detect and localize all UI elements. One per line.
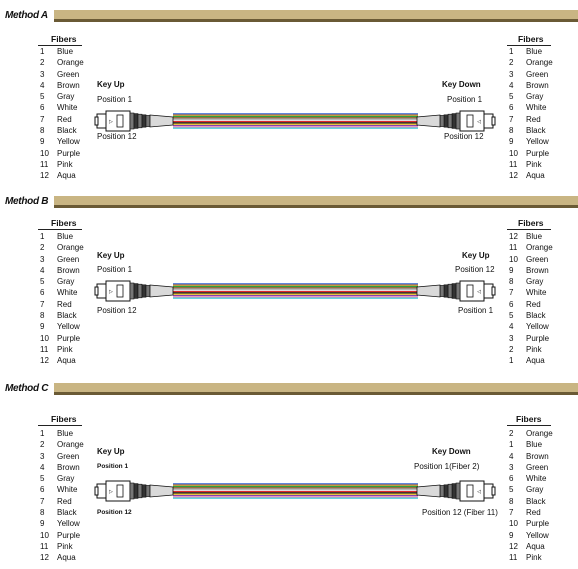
fiber-color-name: Brown — [57, 462, 80, 472]
fiber-color-name: White — [526, 288, 547, 298]
right-mpo-connector — [417, 281, 495, 301]
fiber-number: 2 — [40, 58, 45, 68]
fiber-color-name: Pink — [57, 344, 73, 354]
fiber-number: 6 — [509, 474, 514, 484]
fiber-number: 5 — [509, 311, 514, 321]
fiber-color-name: Blue — [526, 440, 543, 450]
fiber-list-item — [509, 125, 553, 136]
fiber-color-name: Orange — [57, 440, 84, 450]
fiber-list-item — [509, 473, 553, 484]
fiber-color-name: Black — [526, 496, 546, 506]
fiber-number: 7 — [509, 114, 514, 124]
fiber-number: 10 — [40, 148, 49, 158]
fiber-list-item — [509, 276, 553, 287]
fiber-color-name: Yellow — [57, 137, 80, 147]
fiber-list-item — [40, 355, 84, 366]
fiber-color-name: Yellow — [57, 519, 80, 529]
fiber-number: 9 — [509, 265, 514, 275]
fiber-list-item — [40, 265, 84, 276]
right-position-top-label: Position 12 — [455, 265, 495, 274]
fiber-number: 7 — [40, 114, 45, 124]
method-section — [0, 379, 578, 563]
fiber-list-item — [509, 484, 553, 495]
fiber-list-item — [40, 451, 84, 462]
fiber-list-item — [509, 242, 553, 253]
fiber-color-name: Black — [57, 311, 77, 321]
fiber-list-item — [509, 254, 553, 265]
fiber-number: 11 — [40, 541, 49, 551]
fiber-list-item — [509, 80, 553, 91]
fiber-number: 8 — [509, 126, 514, 136]
fiber-number: 10 — [509, 254, 518, 264]
fiber-number: 7 — [40, 299, 45, 309]
fiber-list-item — [40, 80, 84, 91]
fiber-number: 1 — [509, 47, 514, 56]
fiber-number: 10 — [509, 519, 518, 529]
fiber-color-name: Brown — [57, 80, 80, 90]
fiber-color-name: White — [57, 103, 78, 113]
fiber-list-item — [509, 159, 553, 170]
fiber-list-item — [40, 428, 84, 439]
fiber-number: 3 — [509, 462, 514, 472]
fiber-number: 5 — [40, 474, 45, 484]
fiber-color-name: Gray — [57, 474, 75, 484]
fiber-color-name: Orange — [57, 243, 84, 253]
fiber-list-item — [509, 552, 553, 563]
fiber-color-name: Red — [526, 114, 541, 124]
fiber-number: 2 — [40, 440, 45, 450]
fiber-number: 8 — [509, 277, 514, 287]
right-mpo-connector — [417, 111, 495, 131]
fiber-number: 11 — [509, 243, 518, 253]
fiber-list-item — [509, 69, 553, 80]
fiber-list-item — [40, 496, 84, 507]
fiber-color-name: Yellow — [526, 530, 549, 540]
fiber-list-item — [509, 114, 553, 125]
fiber-color-name: Brown — [57, 265, 80, 275]
left-fibers-title: Fibers — [51, 218, 77, 228]
right-fiber-list — [509, 428, 553, 564]
fiber-number: 4 — [509, 451, 514, 461]
fiber-number: 12 — [509, 232, 518, 241]
fiber-number: 9 — [40, 137, 45, 147]
fiber-color-name: Gray — [57, 277, 75, 287]
fiber-list-item — [509, 428, 553, 439]
method-section — [0, 6, 578, 186]
fiber-number: 12 — [40, 171, 49, 181]
fiber-list-item — [40, 507, 84, 518]
fiber-number: 11 — [40, 159, 49, 169]
right-position-top-label: Position 1 — [447, 95, 483, 104]
right-fibers-rule — [507, 425, 551, 426]
fiber-color-name: Blue — [526, 232, 543, 241]
fiber-color-name: Brown — [526, 80, 549, 90]
fiber-color-name: Yellow — [57, 322, 80, 332]
fiber-number: 3 — [509, 69, 514, 79]
right-fibers-title: Fibers — [518, 218, 544, 228]
fiber-color-name: White — [526, 474, 547, 484]
fiber-list-item — [509, 287, 553, 298]
fiber-number: 3 — [509, 333, 514, 343]
fiber-list-item — [509, 541, 553, 552]
fiber-number: 6 — [40, 485, 45, 495]
fiber-color-name: Red — [57, 496, 72, 506]
fiber-color-name: Gray — [526, 92, 544, 102]
fiber-number: 8 — [509, 496, 514, 506]
right-position-bottom-label: Position 12 (Fiber 11) — [422, 508, 498, 517]
fiber-color-name: Purple — [57, 333, 81, 343]
fiber-cable-diagram — [95, 271, 495, 311]
right-position-top-label: Position 1(Fiber 2) — [414, 462, 480, 471]
svg-text:▷: ▷ — [477, 289, 481, 295]
fiber-number: 5 — [40, 277, 45, 287]
right-position-bottom-label: Position 1 — [458, 306, 494, 315]
fiber-number: 3 — [40, 254, 45, 264]
fiber-number: 4 — [40, 462, 45, 472]
fiber-list-item — [509, 333, 553, 344]
svg-text:▷: ▷ — [477, 489, 481, 495]
fiber-number: 8 — [40, 508, 45, 518]
fiber-list-item — [40, 530, 84, 541]
svg-text:▷: ▷ — [109, 119, 113, 125]
fiber-color-name: Yellow — [526, 322, 549, 332]
fiber-number: 6 — [509, 299, 514, 309]
fiber-list-item — [40, 439, 84, 450]
fiber-list-item — [40, 148, 84, 159]
fiber-number: 7 — [509, 288, 514, 298]
right-key-label: Key Down — [432, 447, 471, 456]
fiber-number: 11 — [509, 159, 518, 169]
fiber-list-item — [509, 170, 553, 181]
fiber-color-name: Gray — [526, 277, 544, 287]
fiber-color-name: Black — [57, 126, 77, 136]
left-fiber-list — [40, 231, 84, 367]
left-key-label: Key Up — [97, 80, 125, 89]
fiber-color-name: Yellow — [526, 137, 549, 147]
fiber-list-item — [40, 344, 84, 355]
fiber-list-item — [509, 321, 553, 332]
fiber-number: 12 — [40, 553, 49, 563]
fiber-list-item — [40, 541, 84, 552]
fiber-color-name: Pink — [57, 159, 73, 169]
fiber-number: 9 — [509, 137, 514, 147]
section-header — [0, 192, 578, 211]
fiber-list-item — [509, 439, 553, 450]
fiber-color-name: Green — [526, 69, 549, 79]
section-title: Method C — [0, 382, 54, 395]
fiber-number: 12 — [509, 171, 518, 181]
fiber-list-item — [40, 321, 84, 332]
left-mpo-connector — [95, 111, 173, 131]
svg-text:▷: ▷ — [477, 119, 481, 125]
left-fibers-title: Fibers — [51, 34, 77, 44]
fiber-color-name: Aqua — [57, 553, 76, 563]
fiber-number: 6 — [40, 103, 45, 113]
fiber-color-name: Orange — [526, 243, 553, 253]
fiber-color-name: Aqua — [57, 356, 76, 366]
fiber-number: 7 — [40, 496, 45, 506]
fiber-list-item — [509, 102, 553, 113]
fiber-number: 12 — [40, 356, 49, 366]
fiber-list-item — [509, 310, 553, 321]
header-bar-shadow — [0, 392, 578, 395]
left-fiber-list — [40, 428, 84, 564]
fiber-color-name: Aqua — [526, 541, 545, 551]
fiber-color-name: Pink — [526, 344, 542, 354]
left-position-bottom-label: Position 12 — [97, 509, 132, 516]
fiber-number: 6 — [509, 103, 514, 113]
fiber-number: 12 — [509, 541, 518, 551]
left-fibers-title: Fibers — [51, 414, 77, 424]
right-fibers-title: Fibers — [518, 34, 544, 44]
section-title: Method B — [0, 195, 54, 208]
fiber-color-name: Black — [526, 311, 546, 321]
fiber-color-name: Brown — [526, 451, 549, 461]
right-position-bottom-label: Position 12 — [444, 132, 484, 141]
left-position-top-label: Position 1 — [97, 95, 133, 104]
section-title: Method A — [0, 9, 54, 22]
fiber-list-item — [40, 287, 84, 298]
left-fiber-list — [40, 46, 84, 182]
fiber-color-name: Blue — [57, 232, 74, 241]
fiber-list-item — [40, 276, 84, 287]
fiber-color-name: Green — [526, 254, 549, 264]
fiber-color-name: Gray — [526, 485, 544, 495]
fiber-color-name: Aqua — [526, 356, 545, 366]
header-bar-shadow — [0, 205, 578, 208]
right-key-label: Key Down — [442, 80, 481, 89]
fiber-list-item — [509, 496, 553, 507]
fiber-color-name: Green — [57, 254, 80, 264]
fiber-list-item — [509, 530, 553, 541]
left-mpo-connector — [95, 281, 173, 301]
fiber-list-item — [509, 451, 553, 462]
fiber-list-item — [40, 46, 84, 57]
fiber-list-item — [40, 333, 84, 344]
section-header — [0, 379, 578, 398]
right-key-label: Key Up — [462, 251, 490, 260]
fiber-number: 2 — [509, 344, 514, 354]
right-fiber-list — [509, 46, 553, 182]
fiber-number: 4 — [509, 80, 514, 90]
fiber-list-item — [40, 102, 84, 113]
fiber-list-item — [40, 484, 84, 495]
fiber-color-name: Pink — [57, 541, 73, 551]
fiber-list-item — [40, 69, 84, 80]
fiber-color-name: Purple — [526, 519, 550, 529]
fiber-color-name: Orange — [526, 429, 553, 438]
fiber-color-name: Purple — [57, 148, 81, 158]
fiber-number: 8 — [40, 126, 45, 136]
fiber-list-item — [40, 125, 84, 136]
fiber-list-item — [40, 159, 84, 170]
left-fibers-rule — [38, 425, 82, 426]
fiber-number: 1 — [40, 429, 45, 438]
method-section — [0, 192, 578, 372]
fiber-color-name: Purple — [526, 333, 550, 343]
fiber-list-item — [509, 136, 553, 147]
fiber-number: 9 — [509, 530, 514, 540]
left-fibers-rule — [38, 229, 82, 230]
fiber-number: 5 — [40, 92, 45, 102]
svg-text:▷: ▷ — [109, 489, 113, 495]
left-mpo-connector — [95, 481, 173, 501]
fiber-number: 10 — [509, 148, 518, 158]
fiber-number: 9 — [40, 519, 45, 529]
fiber-list-item — [40, 473, 84, 484]
fiber-cable-diagram — [95, 101, 495, 141]
fiber-color-name: Green — [526, 462, 549, 472]
fiber-list-item — [40, 242, 84, 253]
fiber-list-item — [40, 91, 84, 102]
fiber-list-item — [40, 57, 84, 68]
fiber-color-name: Pink — [526, 159, 542, 169]
fiber-cable-diagram — [95, 471, 495, 511]
left-position-bottom-label: Position 12 — [97, 306, 137, 315]
fiber-number: 3 — [40, 451, 45, 461]
left-position-bottom-label: Position 12 — [97, 132, 137, 141]
fiber-number: 5 — [509, 485, 514, 495]
fiber-list-item — [509, 507, 553, 518]
fiber-number: 11 — [40, 344, 49, 354]
fiber-color-name: Purple — [526, 148, 550, 158]
fiber-number: 2 — [40, 243, 45, 253]
fiber-color-name: Blue — [57, 47, 74, 56]
fiber-list-item — [509, 265, 553, 276]
fiber-list-item — [40, 254, 84, 265]
fiber-list-item — [509, 299, 553, 310]
fiber-color-name: Orange — [526, 58, 553, 68]
fiber-number: 1 — [40, 47, 45, 56]
fiber-list-item — [40, 518, 84, 529]
left-position-top-label: Position 1 — [97, 463, 129, 470]
fiber-number: 9 — [40, 322, 45, 332]
fiber-list-item — [40, 114, 84, 125]
fiber-number: 2 — [509, 58, 514, 68]
fiber-number: 11 — [509, 553, 518, 563]
fiber-list-item — [509, 57, 553, 68]
right-fibers-title: Fibers — [516, 414, 542, 424]
fiber-number: 4 — [40, 265, 45, 275]
fiber-list-item — [509, 518, 553, 529]
fiber-list-item — [40, 310, 84, 321]
fiber-list-item — [509, 46, 553, 57]
left-key-label: Key Up — [97, 251, 125, 260]
fiber-color-name: Aqua — [57, 171, 76, 181]
fiber-number: 4 — [40, 80, 45, 90]
fiber-color-name: Black — [526, 126, 546, 136]
fiber-color-name: White — [526, 103, 547, 113]
fiber-number: 8 — [40, 311, 45, 321]
fiber-number: 1 — [509, 440, 514, 450]
fiber-color-name: Red — [57, 299, 72, 309]
fiber-list-item — [509, 355, 553, 366]
fiber-number: 10 — [40, 333, 49, 343]
fiber-number: 2 — [509, 429, 514, 438]
left-key-label: Key Up — [97, 447, 125, 456]
fiber-list-item — [509, 231, 553, 242]
fiber-number: 10 — [40, 530, 49, 540]
fiber-number: 5 — [509, 92, 514, 102]
fiber-color-name: Red — [57, 114, 72, 124]
fiber-list-item — [509, 462, 553, 473]
fiber-list-item — [40, 170, 84, 181]
fiber-list-item — [509, 344, 553, 355]
section-header — [0, 6, 578, 25]
header-bar-shadow — [0, 19, 578, 22]
fiber-color-name: Green — [57, 69, 80, 79]
fiber-list-item — [40, 552, 84, 563]
fiber-color-name: Gray — [57, 92, 75, 102]
fiber-color-name: Green — [57, 451, 80, 461]
fiber-color-name: White — [57, 288, 78, 298]
left-position-top-label: Position 1 — [97, 265, 133, 274]
svg-text:▷: ▷ — [109, 289, 113, 295]
fiber-color-name: Red — [526, 508, 541, 518]
fiber-number: 1 — [40, 232, 45, 241]
right-mpo-connector — [417, 481, 495, 501]
fiber-list-item — [509, 91, 553, 102]
fiber-color-name: Orange — [57, 58, 84, 68]
fiber-color-name: White — [57, 485, 78, 495]
fiber-number: 1 — [509, 356, 514, 366]
fiber-color-name: Black — [57, 508, 77, 518]
right-fibers-rule — [507, 229, 551, 230]
fiber-color-name: Blue — [57, 429, 74, 438]
right-fiber-list — [509, 231, 553, 367]
fiber-number: 3 — [40, 69, 45, 79]
fiber-color-name: Blue — [526, 47, 543, 56]
fiber-color-name: Purple — [57, 530, 81, 540]
fiber-color-name: Aqua — [526, 171, 545, 181]
fiber-list-item — [40, 462, 84, 473]
fiber-number: 7 — [509, 508, 514, 518]
fiber-number: 4 — [509, 322, 514, 332]
fiber-number: 6 — [40, 288, 45, 298]
fiber-list-item — [40, 299, 84, 310]
fiber-list-item — [40, 231, 84, 242]
fiber-list-item — [509, 148, 553, 159]
fiber-color-name: Red — [526, 299, 541, 309]
fiber-color-name: Pink — [526, 553, 542, 563]
fiber-list-item — [40, 136, 84, 147]
fiber-color-name: Brown — [526, 265, 549, 275]
